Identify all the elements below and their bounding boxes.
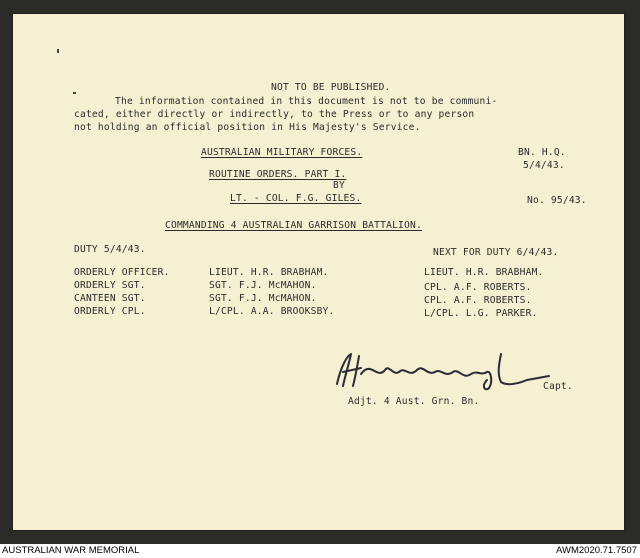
roster-next: CPL. A.F. ROBERTS. xyxy=(424,295,532,306)
signature-rank: Capt. xyxy=(543,381,573,392)
by-line: BY xyxy=(333,180,345,191)
archive-footer xyxy=(0,544,640,558)
roster-today: SGT. F.J. McMAHON. xyxy=(209,280,317,291)
command-line: COMMANDING 4 AUSTRALIAN GARRISON BATTALION. xyxy=(165,220,422,231)
order-number: No. 95/43. xyxy=(527,195,587,206)
handwritten-signature xyxy=(331,346,561,394)
roster-role: CANTEEN SGT. xyxy=(74,293,146,304)
duty-next-heading: NEXT FOR DUTY 6/4/43. xyxy=(433,247,559,258)
punch-mark xyxy=(73,92,76,94)
footer-accession: AWM2020.71.7507 xyxy=(556,545,637,556)
force-title: AUSTRALIAN MILITARY FORCES. xyxy=(201,147,363,158)
signature-title: Adjt. 4 Aust. Grn. Bn. xyxy=(348,396,480,407)
orders-title: ROUTINE ORDERS. PART I. xyxy=(209,169,347,180)
roster-role: ORDERLY CPL. xyxy=(74,306,146,317)
roster-next: L/CPL. L.G. PARKER. xyxy=(424,308,538,319)
roster-today: L/CPL. A.A. BROOKSBY. xyxy=(209,306,335,317)
notice-line: cated, either directly or indirectly, to the Press or to any person xyxy=(74,109,475,120)
duty-today-heading: DUTY 5/4/43. xyxy=(74,244,146,255)
hq-label: BN. H.Q. xyxy=(518,147,566,158)
roster-role: ORDERLY OFFICER. xyxy=(74,267,170,278)
commander-name: LT. - COL. F.G. GILES. xyxy=(230,193,362,204)
roster-next: LIEUT. H.R. BRABHAM. xyxy=(424,267,544,278)
hq-date: 5/4/43. xyxy=(523,160,565,171)
notice-line: The information contained in this document is not to be communi- xyxy=(115,96,498,107)
roster-today: SGT. F.J. McMAHON. xyxy=(209,293,317,304)
punch-mark xyxy=(57,49,59,53)
document-page xyxy=(13,14,624,530)
footer-institution: AUSTRALIAN WAR MEMORIAL xyxy=(2,545,140,556)
roster-role: ORDERLY SGT. xyxy=(74,280,146,291)
roster-today: LIEUT. H.R. BRABHAM. xyxy=(209,267,329,278)
notice-heading: NOT TO BE PUBLISHED. xyxy=(271,82,391,93)
roster-next: CPL. A.F. ROBERTS. xyxy=(424,282,532,293)
notice-line: not holding an official position in His Majesty's Service. xyxy=(74,122,421,133)
